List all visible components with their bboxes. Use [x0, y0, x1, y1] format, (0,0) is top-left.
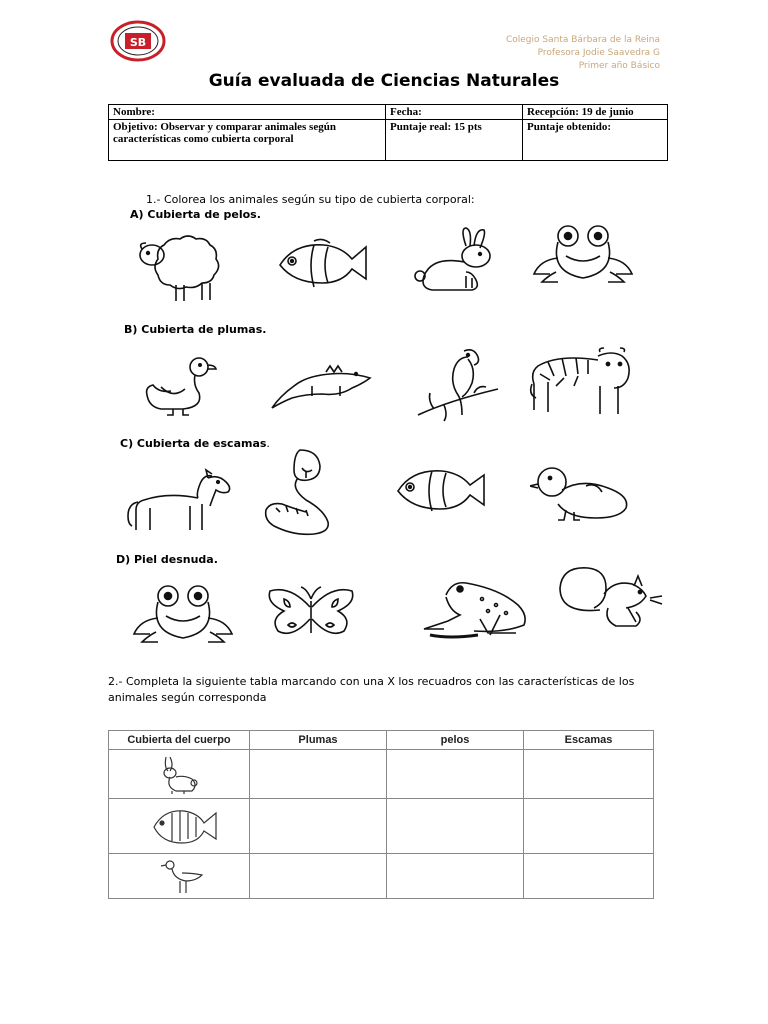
row-animal-cell [109, 854, 250, 899]
column-header-escamas: Escamas [524, 731, 654, 750]
logo-letters: SB [129, 36, 147, 49]
fish-icon [150, 803, 220, 849]
answer-cell[interactable] [250, 750, 387, 799]
row-animal-cell [109, 750, 250, 799]
tiger-image[interactable] [528, 346, 638, 418]
classification-table [108, 730, 654, 899]
fish-scales-image[interactable] [394, 465, 490, 515]
question1-prompt: 1.- Colorea los animales según su tipo de cubierta corporal: [146, 193, 475, 206]
bird-icon [160, 857, 206, 895]
frog2-image[interactable] [126, 582, 238, 644]
question2-prompt: 2.- Completa la siguiente tabla marcando con una X los recuadros con las características de los animales según corresponda [108, 675, 635, 704]
section-b-label: B) Cubierta de plumas. [124, 323, 267, 336]
rabbit-icon [148, 753, 208, 795]
puntaje-obtenido: Puntaje obtenido: [527, 121, 612, 133]
grade-level: Primer año Básico [578, 61, 660, 71]
answer-cell[interactable] [524, 854, 654, 899]
fish-image[interactable] [274, 237, 370, 289]
teacher-name: Profesora Jodie Saavedra G [537, 48, 660, 58]
horse-image[interactable] [126, 464, 234, 534]
section-d-label: D) Piel desnuda. [116, 553, 218, 566]
info-table [108, 104, 668, 161]
answer-cell[interactable] [387, 799, 524, 854]
table-row [109, 799, 654, 854]
objetivo-text: Observar y comparar animales según características como cubierta corporal [113, 121, 336, 145]
section-c-label: C) Cubierta de escamas. [120, 437, 270, 450]
rabbit-image[interactable] [410, 226, 500, 292]
answer-cell[interactable] [524, 750, 654, 799]
squirrel-image[interactable] [554, 564, 666, 634]
frog-image[interactable] [528, 222, 638, 284]
objetivo-label: Objetivo: [113, 121, 158, 133]
nombre-label: Nombre: [113, 106, 155, 118]
school-name: Colegio Santa Bárbara de la Reina [505, 35, 660, 45]
duck-image[interactable] [145, 355, 217, 417]
snake-image[interactable] [262, 446, 348, 536]
school-header [506, 34, 660, 73]
fecha-label: Fecha: [390, 106, 422, 118]
section-a-label: A) Cubierta de pelos. [130, 208, 261, 221]
table-row [109, 854, 654, 899]
answer-cell[interactable] [250, 799, 387, 854]
page-title: Guía evaluada de Ciencias Naturales [208, 71, 560, 91]
column-header-pelos: pelos [387, 731, 524, 750]
crocodile-image[interactable] [266, 358, 372, 412]
table-row [109, 750, 654, 799]
answer-cell[interactable] [387, 854, 524, 899]
answer-cell[interactable] [387, 750, 524, 799]
answer-cell[interactable] [524, 799, 654, 854]
row-animal-cell [109, 799, 250, 854]
column-header-plumas: Plumas [250, 731, 387, 750]
butterfly-image[interactable] [266, 585, 356, 643]
parrot-image[interactable] [414, 345, 500, 423]
sheep-image[interactable] [136, 233, 228, 303]
school-logo [110, 20, 166, 62]
toad-image[interactable] [420, 575, 536, 643]
answer-cell[interactable] [250, 854, 387, 899]
puntaje-real: Puntaje real: 15 pts [390, 121, 482, 133]
column-header-cubierta: Cubierta del cuerpo [109, 731, 250, 750]
recepcion-label: Recepción: 19 de junio [527, 106, 634, 118]
chick-image[interactable] [530, 462, 634, 524]
